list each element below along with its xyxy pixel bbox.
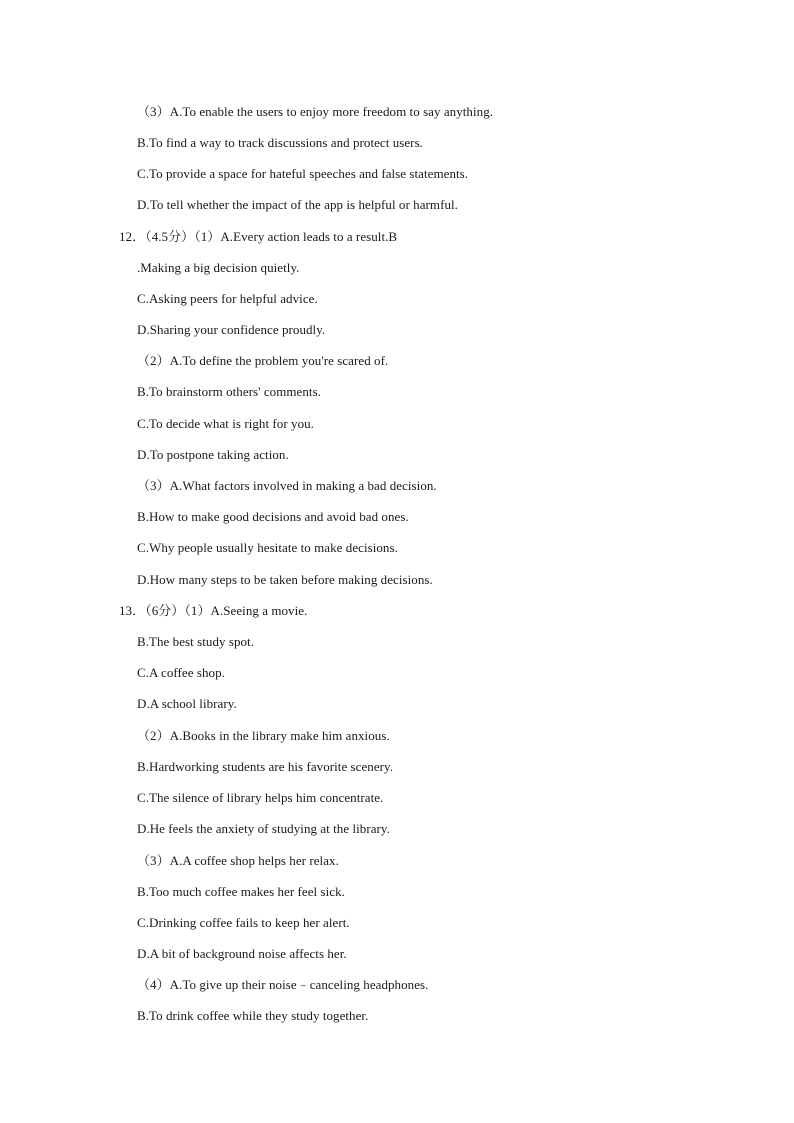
q12-part2-option-a: （2）A.To define the problem you're scared of. [137, 353, 389, 368]
q12-part3-option-b: B.How to make good decisions and avoid bad ones. [137, 509, 409, 524]
q11-part3-option-c: C.To provide a space for hateful speeches and false statements. [137, 166, 469, 181]
q13-part2-option-d: D.He feels the anxiety of studying at the library. [137, 821, 390, 836]
q13-part3-option-b: B.Too much coffee makes her feel sick. [137, 884, 345, 899]
q12-part2-option-d: D.To postpone taking action. [137, 447, 289, 462]
q12-header: 12．（4.5分）（1）A.Every action leads to a result.B [119, 229, 398, 244]
q13-part1-option-d: D.A school library. [137, 696, 237, 711]
q13-part3-option-d: D.A bit of background noise affects her. [137, 946, 347, 961]
q11-part3-option-d: D.To tell whether the impact of the app is helpful or harmful. [137, 197, 458, 212]
q13-header: 13．（6分）（1）A.Seeing a movie. [119, 603, 308, 618]
q12-part3-option-d: D.How many steps to be taken before making decisions. [137, 572, 433, 587]
q12-part3-option-a: （3）A.What factors involved in making a bad decision. [137, 478, 437, 493]
q13-part1-option-b: B.The best study spot. [137, 634, 255, 649]
q12-part2-option-c: C.To decide what is right for you. [137, 416, 314, 431]
q11-part3-option-b: B.To find a way to track discussions and protect users. [137, 135, 423, 150]
q12-part2-option-b: B.To brainstorm others' comments. [137, 384, 321, 399]
q13-part1-option-c: C.A coffee shop. [137, 665, 225, 680]
q12-part1-option-c: C.Asking peers for helpful advice. [137, 291, 318, 306]
q11-part3-option-a: （3）A.To enable the users to enjoy more freedom to say anything. [137, 104, 494, 119]
q13-part4-option-b: B.To drink coffee while they study together. [137, 1008, 369, 1023]
q13-part4-option-a: （4）A.To give up their noise﹣canceling headphones. [137, 977, 429, 992]
q13-part3-option-a: （3）A.A coffee shop helps her relax. [137, 853, 339, 868]
q12-part1-option-d: D.Sharing your confidence proudly. [137, 322, 326, 337]
q13-part2-option-b: B.Hardworking students are his favorite scenery. [137, 759, 394, 774]
q12-part1-option-b: .Making a big decision quietly. [137, 260, 300, 275]
q13-part2-option-c: C.The silence of library helps him concentrate. [137, 790, 384, 805]
q13-part3-option-c: C.Drinking coffee fails to keep her alert. [137, 915, 350, 930]
q12-part3-option-c: C.Why people usually hesitate to make decisions. [137, 540, 398, 555]
q13-part2-option-a: （2）A.Books in the library make him anxious. [137, 728, 390, 743]
